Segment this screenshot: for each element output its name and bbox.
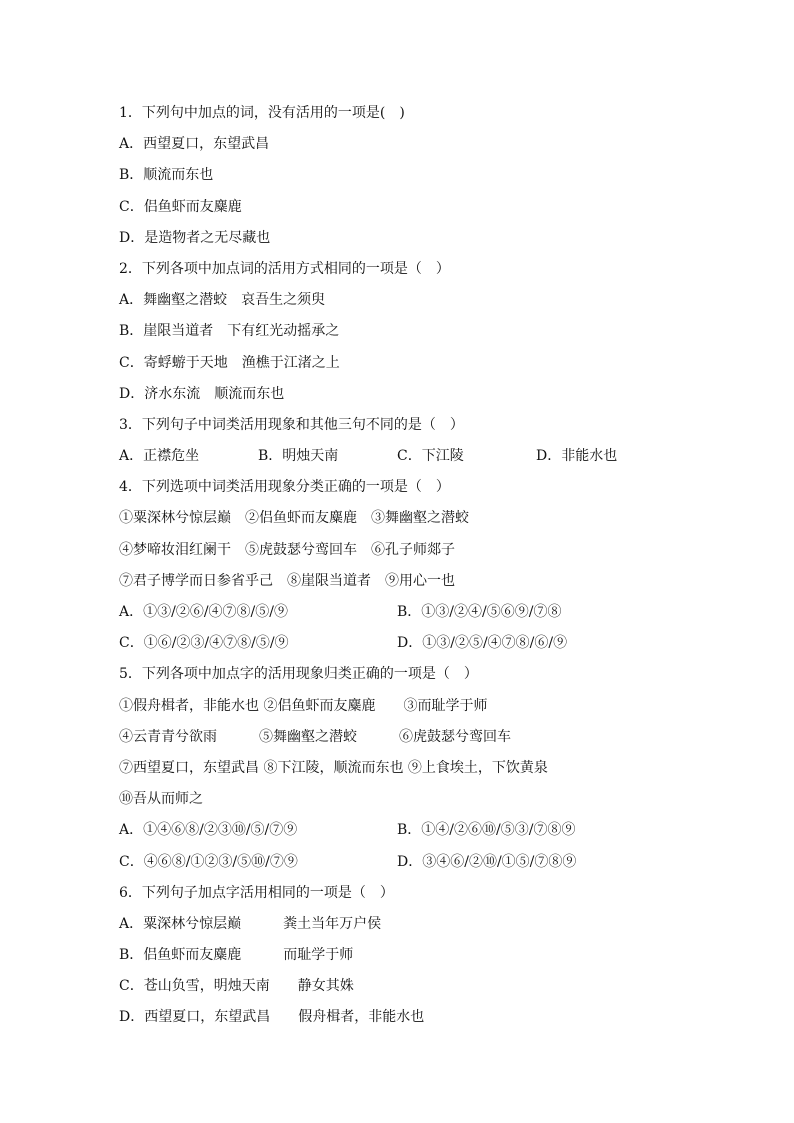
question-1-option-d: D．是造物者之无尽藏也	[119, 229, 271, 246]
question-6-option-a: A．粟深林兮惊层巅 粪土当年万户侯	[119, 915, 382, 932]
question-4-item-line-3: ⑦君子博学而日参省乎己 ⑧崖限当道者 ⑨用心一也	[119, 572, 455, 589]
question-5-option-d: D．③④⑥/②⑩/①⑤/⑦⑧⑨	[397, 853, 577, 870]
question-5-options-row-1	[119, 818, 679, 849]
question-2-option-b: B．崖限当道者 下有红光动摇承之	[119, 323, 340, 340]
question-4-options-row-1	[119, 600, 679, 631]
question-5-options-row-2	[119, 850, 679, 881]
question-6-option-c: C．苍山负雪，明烛天南 静女其姝	[119, 978, 354, 995]
question-3-options	[119, 444, 679, 475]
question-5-item-line-4: ⑩吾从而师之	[119, 791, 203, 808]
question-1-stem: 1．下列句中加点的词，没有活用的一项是( )	[119, 105, 405, 121]
question-5-option-c: C．④⑥⑧/①②③/⑤⑩/⑦⑨	[119, 853, 298, 870]
question-3-option-a: A．正襟危坐	[119, 448, 200, 465]
question-4-options-row-2	[119, 631, 679, 662]
question-list	[119, 101, 679, 1037]
question-5-item-line-2: ④云青青兮欲雨 ⑤舞幽壑之潜蛟 ⑥虎鼓瑟兮鸾回车	[119, 728, 511, 745]
question-4-item-line-1: ①粟深林兮惊层巅 ②侣鱼虾而友麋鹿 ③舞幽壑之潜蛟	[119, 510, 469, 527]
question-2-option-d: D．济水东流 顺流而东也	[119, 385, 285, 402]
question-3-stem: 3．下列句子中词类活用现象和其他三句不同的是（ ）	[119, 416, 464, 433]
question-3-option-b: B．明烛天南	[258, 448, 339, 465]
question-3-option-c: C．下江陵	[397, 448, 464, 465]
question-1-option-c: C．侣鱼虾而友麋鹿	[119, 198, 242, 215]
question-2-option-a: A．舞幽壑之潜蛟 哀吾生之须臾	[119, 292, 326, 309]
question-5-item-line-3: ⑦西望夏口，东望武昌 ⑧下江陵，顺流而东也 ⑨上食埃土，下饮黄泉	[119, 759, 548, 776]
question-4-option-b: B．①③/②④/⑤⑥⑨/⑦⑧	[397, 604, 562, 620]
question-4-option-d: D．①③/②⑤/④⑦⑧/⑥/⑨	[397, 635, 568, 652]
question-4-option-a: A．①③/②⑥/④⑦⑧/⑤/⑨	[119, 604, 288, 620]
question-6-option-b: B．侣鱼虾而友麋鹿 而耻学于师	[119, 947, 354, 964]
question-5-option-b: B．①④/②⑥⑩/⑤③/⑦⑧⑨	[397, 822, 576, 839]
question-3-option-d: D．非能水也	[536, 448, 618, 465]
question-2-option-c: C．寄蜉蝣于天地 渔樵于江渚之上	[119, 354, 340, 371]
question-4-item-line-2: ④梦啼妆泪红阑干 ⑤虎鼓瑟兮鸾回车 ⑥孔子师郯子	[119, 541, 455, 558]
question-6-option-d: D．西望夏口，东望武昌 假舟楫者，非能水也	[119, 1009, 425, 1026]
question-1-option-b: B．顺流而东也	[119, 167, 214, 184]
question-4-option-c: C．①⑥/②③/④⑦⑧/⑤/⑨	[119, 635, 289, 652]
question-5-stem: 5．下列各项中加点字的活用现象归类正确的一项是（ ）	[119, 666, 478, 683]
question-2-stem: 2．下列各项中加点词的活用方式相同的一项是（ ）	[119, 260, 450, 277]
question-6-stem: 6．下列句子加点字活用相同的一项是（ ）	[119, 884, 394, 901]
question-1-option-a: A．西望夏口，东望武昌	[119, 136, 270, 153]
question-4-stem: 4．下列选项中词类活用现象分类正确的一项是（ ）	[119, 479, 450, 496]
question-5-item-line-1: ①假舟楫者，非能水也 ②侣鱼虾而友麋鹿 ③而耻学于师	[119, 697, 488, 714]
question-5-option-a: A．①④⑥⑧/②③⑩/⑤/⑦⑨	[119, 822, 298, 839]
